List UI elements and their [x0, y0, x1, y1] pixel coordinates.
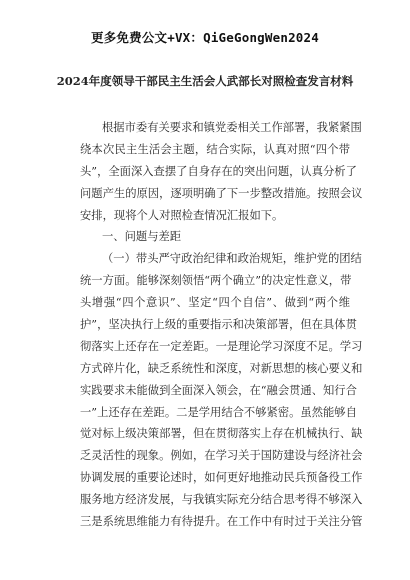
body-line: 统一方面。能够深刻领悟“两个确立”的决定性意义，带 — [80, 274, 352, 288]
body-line: 彻落实上还存在一定差距。一是理论学习深度不足。学习 — [80, 339, 363, 353]
body-line: 绕本次民主生活会主题，结合实际，认真对照“四个带 — [80, 142, 350, 156]
body-line: 方式碎片化，缺乏系统性和深度，对新思想的核心要义和 — [80, 361, 363, 375]
body-line: 协调发展的重要论述时，如何更好地推动民兵预备役工作 — [80, 471, 363, 485]
body-line: 头增强“四个意识”、坚定“四个自信”、做到“两个维 — [80, 296, 350, 310]
body-line: 根据市委有关要求和镇党委相关工作部署，我紧紧围 — [102, 121, 362, 134]
body-line: 护”，坚决执行上级的重要指示和决策部署，但在具体贯 — [80, 318, 357, 332]
document-body — [80, 117, 363, 533]
body-line: 一”上还存在差距。二是学用结合不够紧密。虽然能够自 — [80, 405, 357, 419]
body-line: 三是系统思维能力有待提升。在工作中有时过于关注分管 — [80, 515, 363, 529]
body-line: （一）带头严守政治纪律和政治规矩，维护党的团结 — [102, 252, 362, 266]
body-line: 头”，全面深入查摆了自身存在的突出问题，认真分析了 — [80, 164, 357, 178]
body-line: 乏灵活性的现象。例如，在学习关于国防建设与经济社会 — [80, 449, 363, 463]
body-line: 服务地方经济发展，与我镇实际充分结合思考得不够深入 — [80, 493, 363, 507]
body-line: 安排，现将个人对照检查情况汇报如下。 — [80, 208, 284, 222]
document-title: 2024年度领导干部民主生活会人武部长对照检查发言材料 — [56, 74, 354, 88]
body-line: 觉对标上级决策部署，但在贯彻落实上存在机械执行、缺 — [80, 427, 363, 441]
document-header: 更多免费公文+VX：QiGeGongWen2024 — [91, 30, 319, 45]
body-line: 问题产生的原因，逐项明确了下一步整改措施。按照会议 — [80, 186, 363, 200]
body-line: 实践要求未能做到全面深入领会，在“融会贯通、知行合 — [80, 383, 357, 397]
section-heading: 一、问题与差距 — [102, 230, 182, 244]
